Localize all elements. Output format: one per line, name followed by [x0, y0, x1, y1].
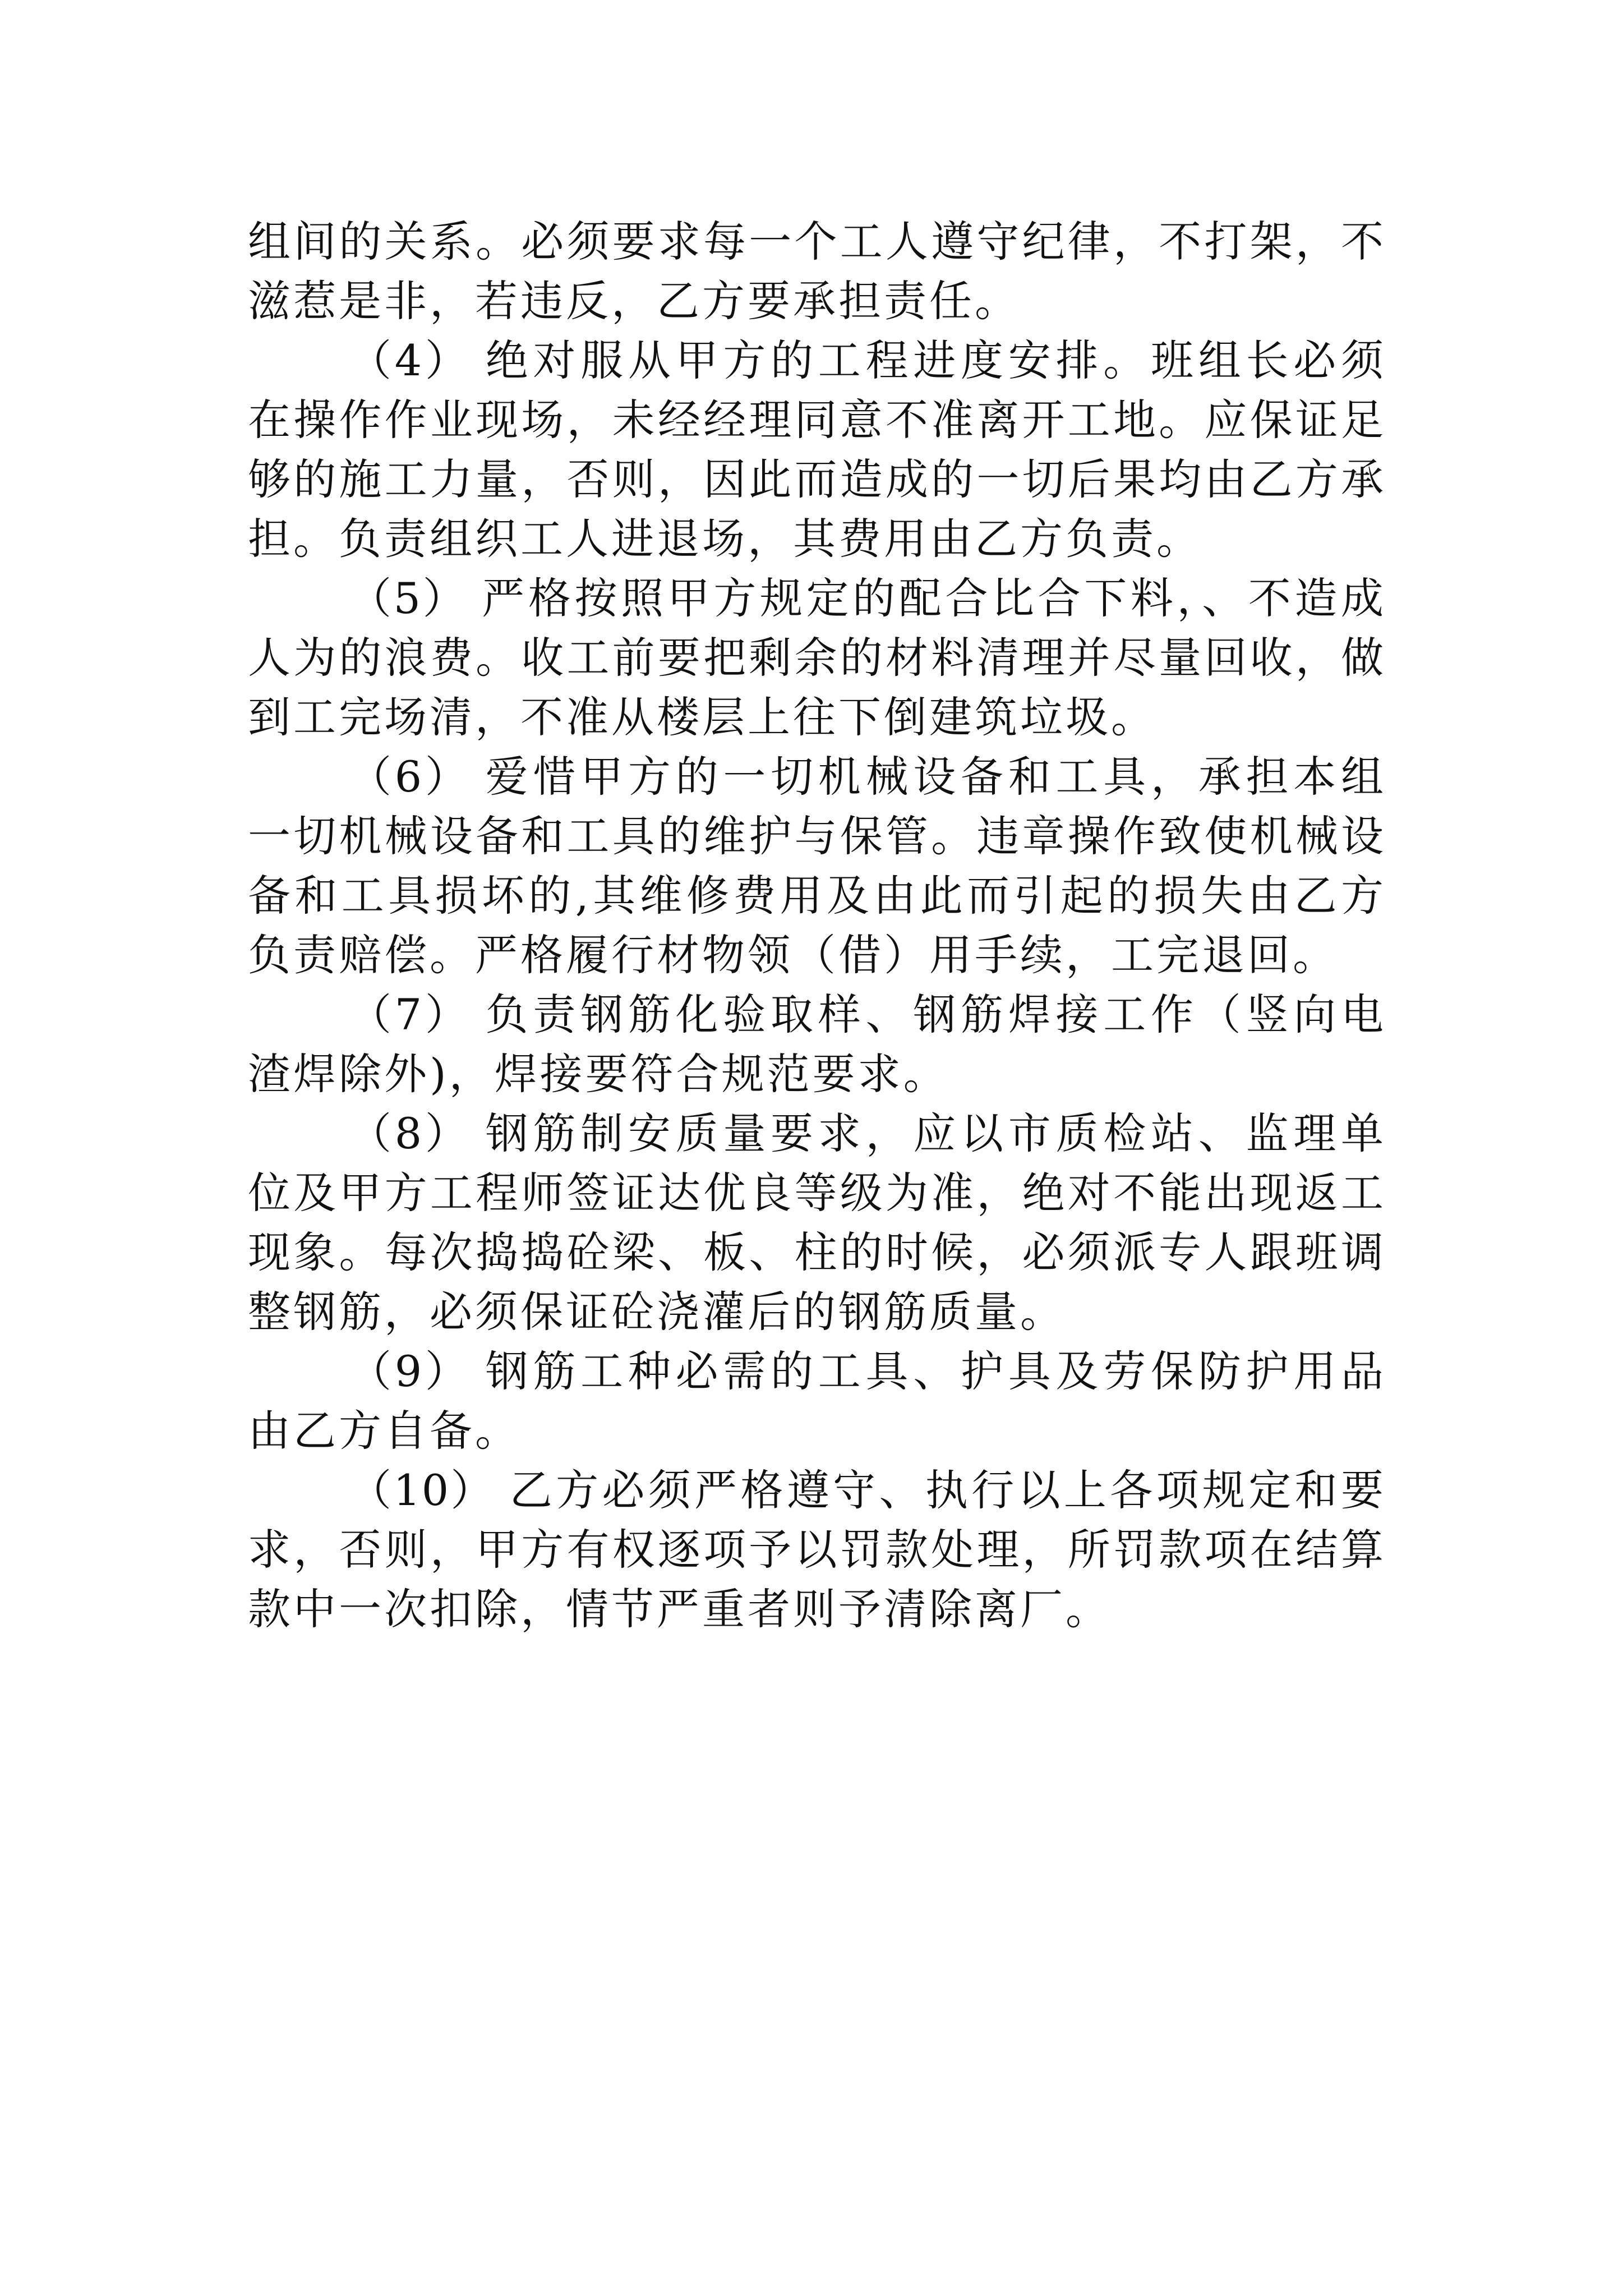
- paragraph-number: （5）: [349, 573, 468, 623]
- paragraph-text: 负责钢筋化验取样、钢筋焊接工作（竖向电渣焊除外)，焊接要符合规范要求。: [248, 990, 1386, 1099]
- paragraph-number: （6）: [349, 752, 471, 802]
- paragraph-number: （8）: [349, 1108, 471, 1158]
- paragraph-number: （9）: [349, 1346, 471, 1396]
- paragraph-item-6: [248, 747, 1386, 985]
- paragraph-number: （4）: [349, 335, 471, 385]
- paragraph-text: 乙方必须严格遵守、执行以上各项规定和要求，否则，甲方有权逐项予以罚款处理，所罚款项在结算款中一次扣除，情节严重者则予清除离厂。: [248, 1465, 1386, 1634]
- paragraph-item-10: [248, 1461, 1386, 1639]
- paragraph-item-4: [248, 331, 1386, 569]
- paragraph-text: 绝对服从甲方的工程进度安排。班组长必须在操作作业现场，未经经理同意不准离开工地。应保证足够的施工力量，否则，因此而造成的一切后果均由乙方承担。负责组织工人进退场，其费用由乙方负责。: [248, 335, 1386, 564]
- paragraph-number: （10）: [349, 1465, 495, 1515]
- paragraph-text: 钢筋制安质量要求，应以市质检站、监理单位及甲方工程师签证达优良等级为准，绝对不能出现返工现象。每次捣捣砼梁、板、柱的时候，必须派专人跟班调整钢筋，必须保证砼浇灌后的钢筋质量。: [248, 1108, 1386, 1337]
- paragraph-text: 组间的关系。必须要求每一个工人遵守纪律，不打架，不滋惹是非，若违反，乙方要承担责任。: [248, 217, 1386, 326]
- paragraph-item-5: [248, 569, 1386, 747]
- paragraph-continuation: [248, 212, 1386, 331]
- paragraph-item-7: [248, 985, 1386, 1104]
- paragraph-text: 严格按照甲方规定的配合比合下料，、不造成人为的浪费。收工前要把剩余的材料清理并尽量回收，做到工完场清，不准从楼层上往下倒建筑垃圾。: [248, 573, 1386, 742]
- paragraph-number: （7）: [349, 990, 471, 1039]
- paragraph-text: 爱惜甲方的一切机械设备和工具，承担本组一切机械设备和工具的维护与保管。违章操作致使机械设备和工具损坏的,其维修费用及由此而引起的损失由乙方负责赔偿。严格履行材物领（借）用手续，工完退回。: [248, 752, 1386, 980]
- document-body: [248, 212, 1386, 1639]
- paragraph-item-9: [248, 1342, 1386, 1461]
- paragraph-text: 钢筋工种必需的工具、护具及劳保防护用品由乙方自备。: [248, 1346, 1386, 1456]
- paragraph-item-8: [248, 1104, 1386, 1342]
